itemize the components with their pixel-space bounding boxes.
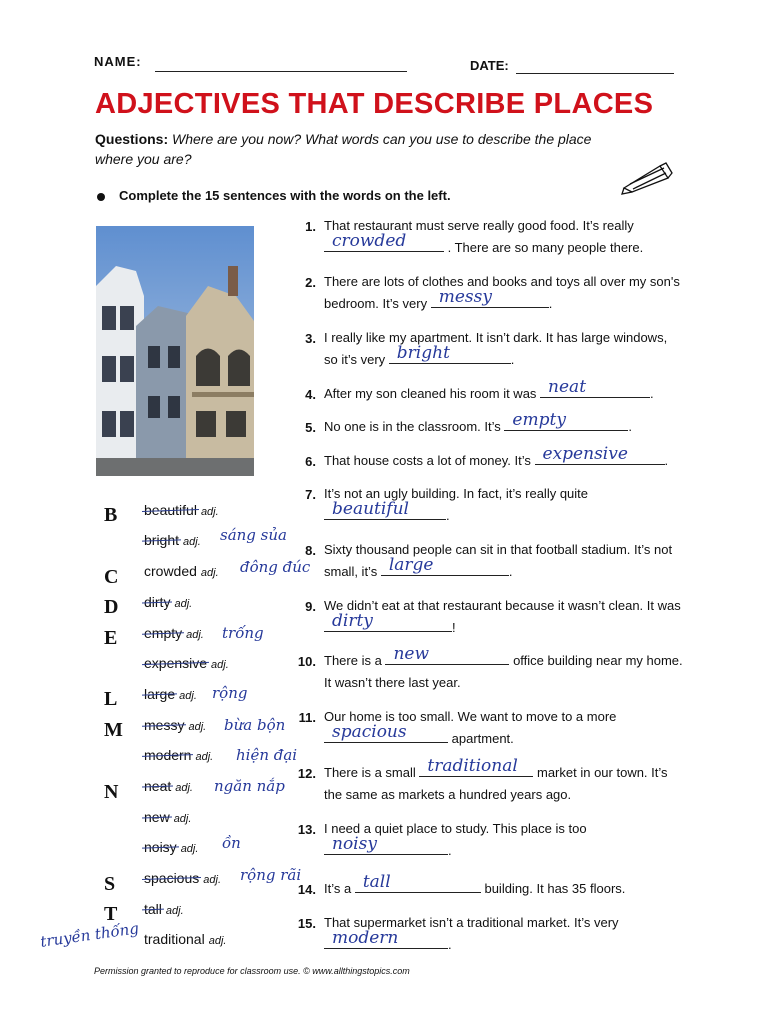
handwritten-answer: neat: [548, 377, 587, 397]
handwritten-answer: expensive: [542, 444, 628, 464]
page-title: ADJECTIVES THAT DESCRIBE PLACES: [95, 88, 654, 120]
word-item-neat: [144, 778, 193, 794]
question-number: 8.: [305, 543, 316, 558]
answer-blank[interactable]: [324, 231, 444, 252]
sentence-text-before: It’s a: [324, 881, 352, 896]
letter-m: M: [104, 719, 123, 741]
answer-blank[interactable]: [504, 410, 628, 431]
sentence-4: [324, 377, 684, 405]
answer-blank[interactable]: [431, 287, 549, 308]
sentence-text-before: Sixty thousand people can sit in that football stadium. It’s not small, it’s: [324, 542, 673, 579]
sentence-text-before: That restaurant must serve really good food. It’s really: [324, 218, 634, 233]
sentence-7: [324, 483, 684, 527]
sentence-text-before: That house costs a lot of money. It’s: [324, 453, 531, 468]
letter-s: S: [104, 873, 116, 895]
question-number: 12.: [297, 766, 316, 781]
word-text: spacious: [144, 870, 200, 886]
part-of-speech: adj.: [173, 813, 192, 825]
sentence-text-after: .: [448, 843, 452, 858]
sentence-text-after: office building near my home. It wasn’t there last year.: [324, 653, 683, 690]
letter-t: T: [104, 903, 118, 925]
part-of-speech: adj.: [200, 567, 219, 579]
sentence-1: [324, 215, 684, 259]
bullet-icon: [97, 193, 105, 201]
sentence-10: [324, 644, 684, 694]
handwritten-answer: large: [388, 555, 434, 575]
question-number: 1.: [305, 219, 316, 234]
handwritten-answer: dirty: [332, 611, 373, 631]
sentence-14: [324, 872, 684, 900]
answer-blank[interactable]: [385, 644, 509, 665]
sentence-text-after: .: [446, 508, 450, 523]
sentence-text-before: It’s not an ugly building. In fact, it’s really quite: [324, 486, 589, 501]
part-of-speech: adj.: [175, 782, 193, 794]
sentence-11: [324, 706, 684, 750]
sentence-text-before: I need a quiet place to study. This place is too: [324, 821, 587, 836]
sentence-12: [324, 756, 684, 806]
sentence-text-after: .: [664, 453, 669, 468]
word-item-spacious: [144, 870, 221, 886]
question-number: 4.: [305, 387, 316, 402]
handwritten-answer: crowded: [332, 231, 407, 251]
handwritten-answer: bright: [396, 343, 450, 363]
answer-blank[interactable]: [419, 756, 533, 777]
word-item-empty: [144, 625, 204, 641]
instruction-text: Complete the 15 sentences with the words on the left.: [119, 188, 451, 203]
part-of-speech: adj.: [183, 536, 201, 548]
pencil-icon: [620, 158, 674, 201]
handwritten-answer: beautiful: [332, 499, 409, 519]
word-text: expensive: [144, 655, 208, 671]
word-item-modern: [144, 747, 213, 763]
questions-line-1: [95, 131, 591, 147]
word-text: noisy: [144, 839, 177, 855]
sentence-text-before: That supermarket isn’t a traditional market. It’s very: [324, 915, 619, 930]
handwritten-translation: hiện đại: [236, 746, 298, 764]
sentence-text-before: There is a: [324, 653, 382, 668]
question-number: 5.: [305, 420, 316, 435]
word-text: neat: [144, 778, 172, 794]
word-item-large: [144, 686, 197, 702]
question-number: 9.: [305, 599, 316, 614]
letter-c: C: [104, 566, 119, 588]
sentence-text-before: There are lots of clothes and books and toys all over my son's bedroom. It’s very: [324, 274, 680, 311]
questions-text-2: where you are?: [95, 151, 192, 167]
letter-e: E: [104, 627, 118, 649]
sentence-text-after: .: [510, 352, 515, 367]
handwritten-answer: modern: [332, 928, 399, 948]
sentence-5: [324, 410, 684, 438]
part-of-speech: adj.: [165, 905, 184, 917]
name-label: NAME:: [94, 54, 142, 69]
word-item-traditional: [144, 931, 226, 947]
building-photo: [96, 226, 254, 476]
handwritten-answer: empty: [512, 410, 566, 430]
word-item-beautiful: [144, 502, 219, 518]
sentence-text-after: market in our town. It’s the same as markets a hundred years ago.: [324, 765, 668, 802]
answer-blank[interactable]: [355, 872, 481, 893]
word-text: crowded: [144, 563, 197, 579]
sentence-8: [324, 539, 684, 583]
sentence-text-after: . There are so many people there.: [447, 240, 644, 255]
part-of-speech: adj.: [203, 874, 222, 886]
word-text: new: [144, 809, 170, 825]
sentence-text-after: .: [548, 296, 553, 311]
answer-blank[interactable]: [324, 834, 448, 855]
answer-blank[interactable]: [381, 555, 509, 576]
question-number: 11.: [298, 710, 316, 725]
word-item-expensive: [144, 655, 229, 671]
answer-blank[interactable]: [324, 722, 448, 743]
word-text: beautiful: [144, 502, 197, 518]
name-line[interactable]: [155, 71, 407, 72]
question-number: 10.: [297, 654, 316, 669]
word-item-new: [144, 809, 191, 825]
letter-l: L: [104, 688, 118, 710]
questions-label: Questions:: [95, 131, 169, 147]
handwritten-translation: rộng: [212, 684, 248, 702]
footer-permission: Permission granted to reproduce for classroom use. © www.allthingstopics.com: [94, 966, 410, 976]
word-text: tall: [144, 901, 162, 917]
handwritten-translation: truyền thống: [39, 919, 140, 951]
word-text: traditional: [144, 931, 205, 947]
word-text: messy: [144, 717, 185, 733]
part-of-speech: adj.: [179, 690, 197, 702]
word-item-crowded: [144, 563, 219, 579]
sentence-text-before: I really like my apartment. It isn’t dark. It has large windows, so it’s very: [324, 330, 668, 367]
handwritten-translation: sáng sủa: [220, 526, 287, 544]
word-text: empty: [144, 625, 183, 641]
part-of-speech: adj.: [174, 598, 193, 610]
part-of-speech: adj.: [195, 751, 214, 763]
handwritten-translation: trống: [222, 624, 264, 642]
handwritten-answer: traditional: [427, 756, 518, 776]
sentence-6: [324, 444, 684, 472]
sentence-text-after: .: [508, 564, 513, 579]
answer-blank[interactable]: [540, 377, 650, 398]
word-text: large: [144, 686, 176, 702]
part-of-speech: adj.: [211, 659, 229, 671]
part-of-speech: adj.: [180, 843, 199, 855]
sentence-15: [324, 912, 684, 956]
question-number: 7.: [305, 487, 316, 502]
answer-blank[interactable]: [324, 611, 452, 632]
answer-blank[interactable]: [535, 444, 665, 465]
sentence-13: [324, 818, 684, 862]
date-line[interactable]: [516, 73, 674, 74]
sentence-text-before: After my son cleaned his room it was: [324, 386, 537, 401]
sentence-text-before: We didn’t eat at that restaurant because it wasn’t clean. It was: [324, 598, 681, 613]
sentence-text-before: Our home is too small. We want to move to a more: [324, 709, 617, 724]
word-item-dirty: [144, 594, 192, 610]
word-item-noisy: [144, 839, 198, 855]
questions-text-1: Where are you now? What words can you use to describe the place: [172, 131, 592, 147]
handwritten-translation: ngăn nắp: [214, 777, 285, 795]
sentence-2: [324, 271, 684, 315]
word-item-messy: [144, 717, 206, 733]
part-of-speech: adj.: [188, 721, 207, 733]
part-of-speech: adj.: [200, 506, 219, 518]
sentence-text-before: There is a small: [324, 765, 416, 780]
letter-b: B: [104, 504, 118, 526]
date-label: DATE:: [470, 58, 509, 73]
question-number: 3.: [305, 331, 316, 346]
handwritten-translation: ồn: [222, 834, 241, 852]
question-number: 2.: [305, 275, 316, 290]
answer-blank[interactable]: [324, 928, 448, 949]
handwritten-answer: tall: [362, 872, 391, 892]
sentence-9: [324, 595, 684, 639]
sentence-text-after: apartment.: [451, 731, 514, 746]
word-item-tall: [144, 901, 184, 917]
question-number: 14.: [297, 882, 316, 897]
handwritten-answer: noisy: [332, 834, 377, 854]
sentence-text-before: No one is in the classroom. It’s: [324, 419, 501, 434]
word-text: modern: [144, 747, 192, 763]
handwritten-answer: messy: [438, 287, 492, 307]
handwritten-translation: đông đúc: [240, 558, 311, 576]
handwritten-answer: new: [393, 644, 429, 664]
word-text: bright: [144, 532, 180, 548]
question-number: 6.: [305, 454, 316, 469]
part-of-speech: adj.: [208, 935, 227, 947]
letter-n: N: [104, 781, 119, 803]
sentence-text-after: .: [448, 937, 452, 952]
question-number: 15.: [297, 916, 316, 931]
word-text: dirty: [144, 594, 171, 610]
part-of-speech: adj.: [186, 629, 204, 641]
handwritten-answer: spacious: [332, 722, 407, 742]
sentence-3: [324, 327, 684, 371]
sentence-text-after: building. It has 35 floors.: [484, 881, 626, 896]
answer-blank[interactable]: [389, 343, 511, 364]
handwritten-translation: rộng rãi: [240, 866, 302, 884]
question-number: 13.: [297, 822, 316, 837]
answer-blank[interactable]: [324, 499, 446, 520]
letter-d: D: [104, 596, 119, 618]
handwritten-translation: bừa bộn: [224, 716, 286, 734]
sentence-text-after: .: [628, 419, 633, 434]
instruction: [97, 188, 451, 203]
sentence-text-after: .: [650, 386, 654, 401]
word-item-bright: [144, 532, 201, 548]
sentence-text-after: !: [452, 620, 456, 635]
